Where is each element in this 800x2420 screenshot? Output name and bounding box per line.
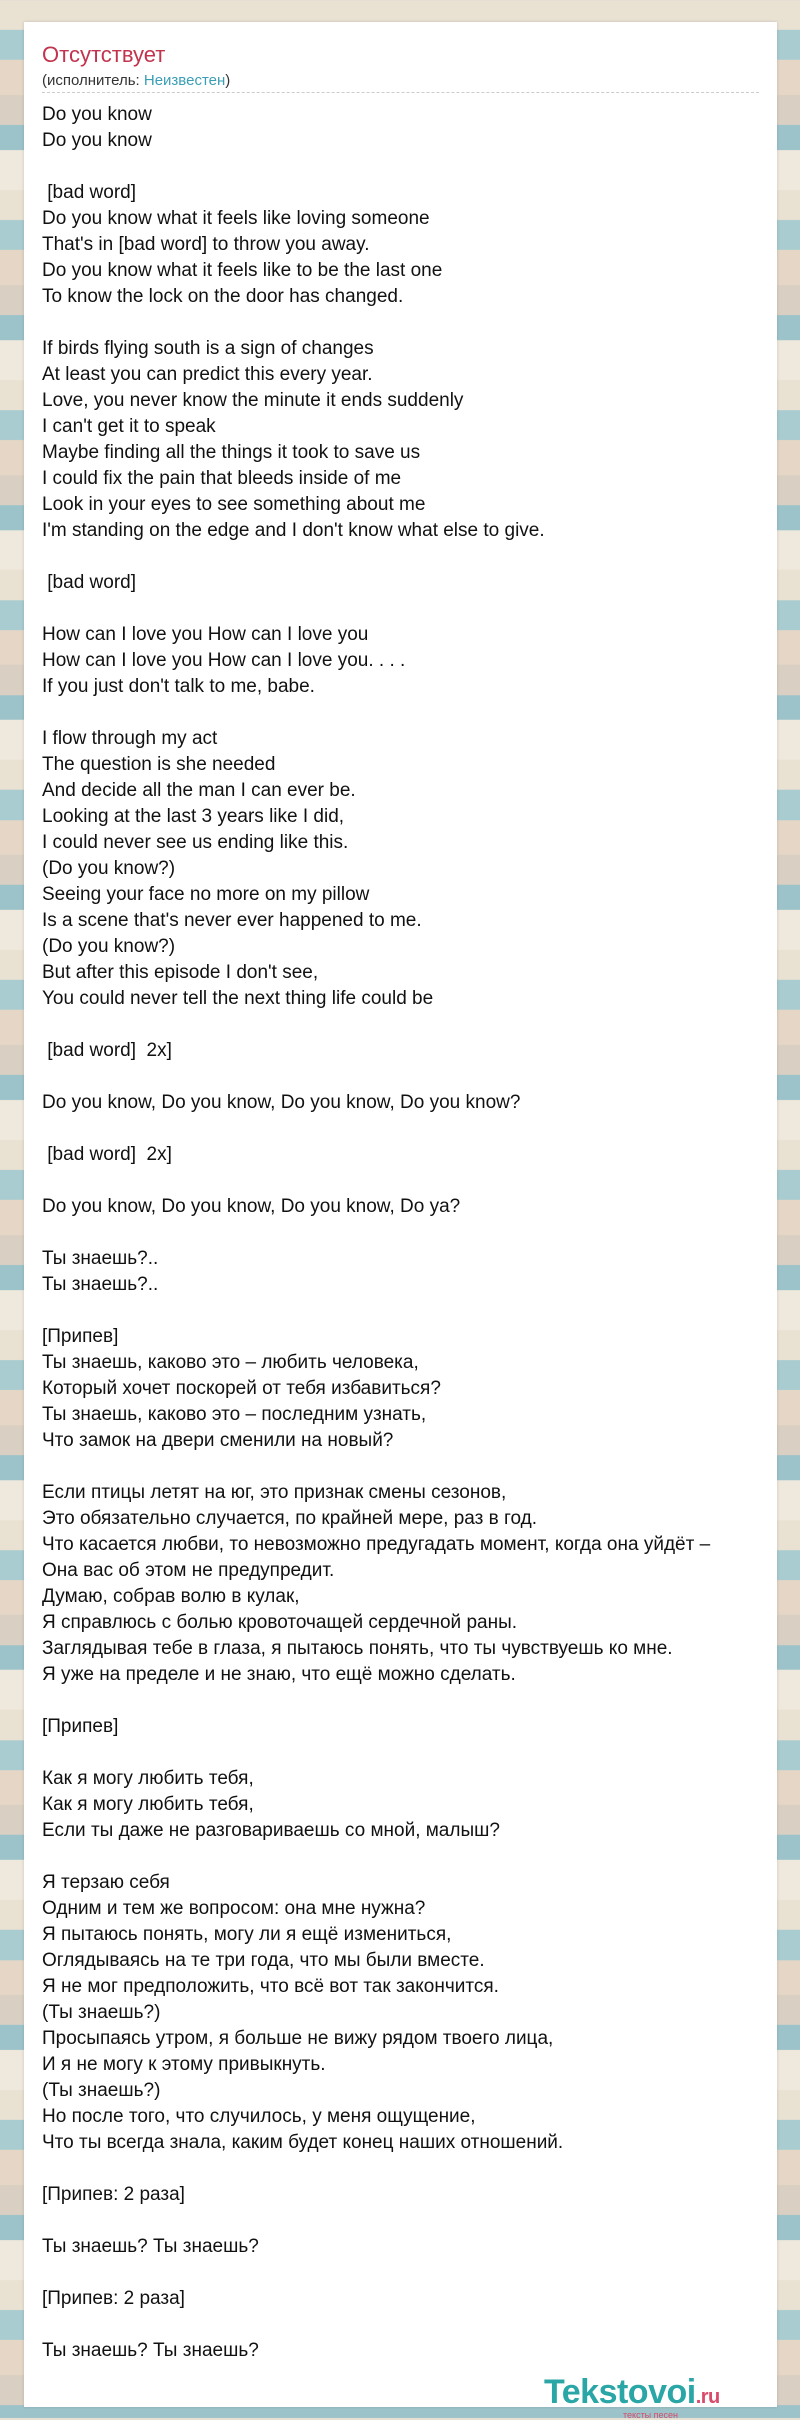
logo-name: Tekstovoi bbox=[544, 2373, 696, 2411]
artist-line bbox=[42, 72, 230, 89]
logo-tld: .ru bbox=[695, 2386, 720, 2408]
song-title: Отсутствует bbox=[42, 42, 166, 67]
title-divider bbox=[42, 92, 759, 93]
lyrics-card bbox=[24, 22, 777, 2407]
artist-suffix: ) bbox=[225, 72, 231, 89]
logo-subtitle: тексты песен bbox=[623, 2410, 679, 2420]
artist-prefix: (исполнитель: bbox=[42, 72, 144, 89]
artist-link[interactable]: Неизвестен bbox=[143, 72, 226, 89]
site-logo[interactable] bbox=[544, 2373, 720, 2412]
lyrics-text: Do you know Do you know [bad word] Do you know what it feels like loving someone That's in [bad word] to throw you away. Do you know what it feels like to be the last one To know the lock on the door has changed. If birds flying south is a sign of changes At least you can predict this every year. Love, you never know the minute it ends suddenly I can't get it to speak Maybe finding all the things it took to save us I could fix the pain that bleeds inside of me Look in your eyes to see something about me I'm standing on the edge and I don't know what else to give. [bad word] How can I love you How can I love you How can I love you How can I love you. . . . If you just don't talk to me, babe. I flow through my act The question is she needed And decide all the man I can ever be. Looking at the last 3 years like I did, I could never see us ending like this. (Do you know?) Seeing your face no more on my pillow Is a scene that's never ever happened to me. (Do you know?) But after this episode I don't see, You could never tell the next thing life could be [bad word] 2x] Do you know, Do you know, Do you know, Do you know? [bad word] 2x] Do you know, Do you know, Do you know, Do ya? Ты знаешь?.. Ты знаешь?.. [Припев] Ты знаешь, каково это – любить человека, Который хочет поскорей от тебя избавиться? Ты знаешь, каково это – последним узнать, Что замок на двери сменили на новый? Если птицы летят на юг, это признак смены сезонов, Это обязательно случается, по крайней мере, раз в год. Что касается любви, то невозможно предугадать момент, когда она уйдёт – Она вас об этом не предупредит. Думаю, собрав волю в кулак, Я справлюсь с болью кровоточащей сердечной раны. Заглядывая тебе в глаза, я пытаюсь понять, что ты чувствуешь ко мне. Я уже на пределе и не знаю, что ещё можно сделать. [Припев] Как я могу любить тебя, Как я могу любить тебя, Если ты даже не разговариваешь со мной, малыш? Я терзаю себя Одним и тем же вопросом: она мне нужна? Я пытаюсь понять, могу ли я ещё измениться, Оглядываясь на те три года, что мы были вместе. Я не мог предположить, что всё вот так закончится. (Ты знаешь?) Просыпаясь утром, я больше не вижу рядом твоего лица, И я не могу к этому привыкнуть. (Ты знаешь?) Но после того, что случилось, у меня ощущение, Что ты всегда знала, каким будет конец наших отношений. [Припев: 2 раза] Ты знаешь? Ты знаешь? [Припев: 2 раза] Ты знаешь? Ты знаешь? bbox=[42, 104, 711, 2361]
